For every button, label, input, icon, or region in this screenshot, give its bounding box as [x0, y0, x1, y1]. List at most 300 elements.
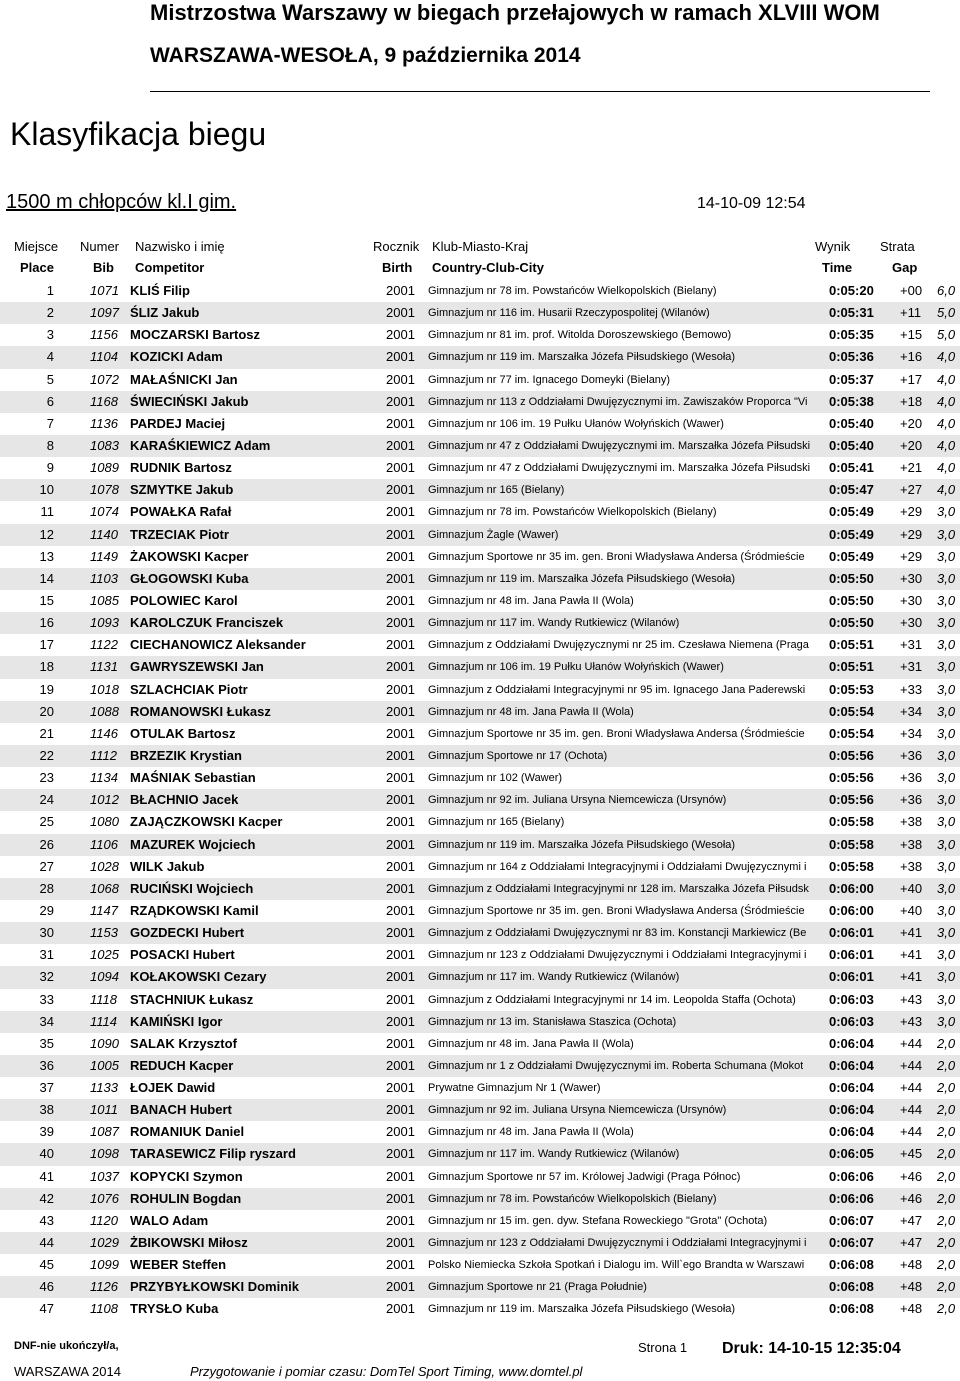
table-row [0, 1077, 960, 1099]
place-cell: 45 [39, 1257, 54, 1273]
table-row [0, 590, 960, 612]
competitor-name: ZAJĄCZKOWSKI Kacper [130, 814, 283, 830]
competitor-name: WALO Adam [130, 1212, 209, 1228]
competitor-name: PRZYBYŁKOWSKI Dominik [130, 1279, 300, 1295]
club-name: Gimnazjum z Oddziałami Integracyjnymi nr 14 im. Leopolda Staffa (Ochota) [428, 993, 796, 1006]
result-time: 0:05:51 [829, 659, 874, 675]
bib-cell: 1149 [90, 548, 118, 564]
points: 3,0 [937, 770, 956, 786]
bib-cell: 1112 [90, 747, 117, 763]
col-club-en: Country-Club-City [432, 260, 544, 275]
table-row [0, 1188, 960, 1210]
club-name: Gimnazjum nr 78 im. Powstańców Wielkopolskich (Bielany) [428, 506, 717, 519]
time-gap: +41 [900, 925, 923, 941]
result-time: 0:05:56 [829, 747, 874, 763]
bib-cell: 1147 [90, 902, 118, 918]
place-cell: 28 [39, 880, 54, 896]
race-name: 1500 m chłopców kl.I gim. [6, 191, 237, 213]
points: 2,0 [937, 1035, 956, 1051]
print-timestamp: Druk: 14-10-15 12:35:04 [722, 1340, 901, 1357]
birth-year: 2001 [386, 437, 415, 453]
result-time: 0:05:51 [829, 637, 874, 653]
table-row [0, 413, 960, 435]
result-time: 0:06:04 [829, 1124, 874, 1140]
points: 4,0 [937, 371, 956, 387]
table-row [0, 723, 960, 745]
bib-cell: 1093 [90, 615, 119, 631]
result-time: 0:05:41 [829, 460, 874, 476]
place-cell: 27 [39, 858, 54, 874]
time-gap: +33 [900, 681, 923, 697]
points: 2,0 [937, 1146, 956, 1162]
result-time: 0:06:01 [829, 947, 874, 963]
club-name: Gimnazjum nr 48 im. Jana Pawła II (Wola) [428, 1126, 634, 1139]
page-title: Klasyfikacja biegu [10, 116, 267, 152]
place-cell: 18 [39, 659, 54, 675]
time-gap: +48 [900, 1257, 923, 1273]
bib-cell: 1088 [90, 703, 119, 719]
result-time: 0:06:07 [829, 1235, 874, 1251]
points: 3,0 [937, 880, 956, 896]
competitor-name: SALAK Krzysztof [130, 1035, 237, 1051]
birth-year: 2001 [386, 814, 415, 830]
result-time: 0:05:40 [829, 415, 874, 431]
points: 3,0 [937, 504, 956, 520]
competitor-name: TARASEWICZ Filip ryszard [130, 1146, 296, 1162]
points: 4,0 [937, 460, 956, 476]
bib-cell: 1106 [90, 836, 118, 852]
table-row [0, 457, 960, 479]
result-time: 0:05:50 [829, 570, 874, 586]
table-row [0, 324, 960, 346]
competitor-name: BRZEZIK Krystian [130, 747, 242, 763]
competitor-name: KAROLCZUK Franciszek [130, 615, 284, 631]
points: 3,0 [937, 925, 956, 941]
table-row [0, 944, 960, 966]
points: 2,0 [937, 1190, 956, 1206]
competitor-name: POSACKI Hubert [130, 947, 235, 963]
birth-year: 2001 [386, 836, 415, 852]
col-time-en: Time [822, 260, 853, 275]
bib-cell: 1094 [90, 969, 119, 985]
time-gap: +48 [900, 1301, 923, 1317]
place-cell: 47 [39, 1301, 54, 1317]
table-row [0, 546, 960, 568]
competitor-name: KLIŚ Filip [130, 283, 190, 298]
time-gap: +36 [900, 747, 923, 763]
table-row [0, 1232, 960, 1254]
table-row [0, 479, 960, 501]
table-row [0, 1033, 960, 1055]
header-divider [150, 91, 930, 92]
time-gap: +47 [900, 1235, 923, 1251]
time-gap: +40 [900, 902, 923, 918]
table-row [0, 568, 960, 590]
competitor-name: MAZUREK Wojciech [130, 836, 256, 852]
competitor-name: RZĄDKOWSKI Kamil [130, 902, 259, 918]
table-row [0, 1121, 960, 1143]
bib-cell: 1068 [90, 880, 119, 896]
time-gap: +30 [900, 615, 923, 631]
col-club-pl: Klub-Miasto-Kraj [432, 239, 529, 254]
birth-year: 2001 [386, 393, 415, 409]
birth-year: 2001 [386, 1057, 415, 1073]
time-gap: +16 [900, 349, 923, 365]
place-cell: 42 [39, 1190, 54, 1206]
place-cell: 3 [46, 327, 54, 343]
table-row [0, 612, 960, 634]
bib-cell: 1089 [90, 460, 119, 476]
time-gap: +36 [900, 770, 923, 786]
table-row [0, 391, 960, 413]
bib-cell: 1103 [90, 570, 118, 586]
table-row [0, 501, 960, 523]
points: 5,0 [937, 327, 956, 343]
birth-year: 2001 [386, 349, 415, 365]
birth-year: 2001 [386, 283, 415, 298]
place-cell: 7 [46, 415, 54, 431]
birth-year: 2001 [386, 1124, 415, 1140]
birth-year: 2001 [386, 880, 415, 896]
birth-year: 2001 [386, 969, 415, 985]
competitor-name: BANACH Hubert [130, 1102, 232, 1118]
place-cell: 37 [39, 1080, 54, 1096]
result-time: 0:05:20 [829, 283, 874, 298]
bib-cell: 1072 [90, 371, 119, 387]
competitor-name: SZLACHCIAK Piotr [130, 681, 248, 697]
club-name: Gimnazjum nr 165 (Bielany) [428, 484, 565, 497]
time-gap: +47 [900, 1212, 923, 1228]
points: 2,0 [937, 1257, 956, 1273]
points: 2,0 [937, 1080, 956, 1096]
result-time: 0:05:54 [829, 725, 874, 741]
birth-year: 2001 [386, 858, 415, 874]
col-place-en: Place [20, 260, 54, 275]
result-time: 0:06:00 [829, 880, 874, 896]
points: 2,0 [937, 1301, 956, 1317]
col-name-pl: Nazwisko i imię [135, 239, 225, 254]
points: 3,0 [937, 703, 956, 719]
bib-cell: 1118 [90, 991, 117, 1007]
bib-cell: 1005 [90, 1057, 119, 1073]
birth-year: 2001 [386, 792, 415, 808]
club-name: Gimnazjum nr 117 im. Wandy Rutkiewicz (Wilanów) [428, 1148, 680, 1161]
table-row [0, 966, 960, 988]
club-name: Gimnazjum nr 106 im. 19 Pułku Ułanów Wołyńskich (Wawer) [428, 417, 724, 430]
birth-year: 2001 [386, 1080, 415, 1096]
event-title: Mistrzostwa Warszawy w biegach przełajowych w ramach XLVIII WOM [150, 0, 880, 25]
time-gap: +44 [900, 1057, 923, 1073]
place-cell: 13 [39, 548, 54, 564]
bib-cell: 1037 [90, 1168, 119, 1184]
col-name-en: Competitor [135, 260, 205, 275]
competitor-name: CIECHANOWICZ Aleksander [130, 637, 306, 653]
bib-cell: 1140 [90, 526, 118, 542]
place-cell: 1 [46, 283, 54, 298]
club-name: Gimnazjum nr 48 im. Jana Pawła II (Wola) [428, 594, 634, 607]
bib-cell: 1076 [90, 1190, 119, 1206]
time-gap: +29 [900, 526, 923, 542]
table-row [0, 1055, 960, 1077]
birth-year: 2001 [386, 925, 415, 941]
competitor-name: KOZICKI Adam [130, 349, 223, 365]
birth-year: 2001 [386, 902, 415, 918]
club-name: Gimnazjum Sportowe nr 21 (Praga Południe) [428, 1281, 647, 1294]
time-gap: +17 [900, 371, 923, 387]
bib-cell: 1108 [90, 1301, 118, 1317]
club-name: Gimnazjum z Oddziałami Integracyjnymi nr 95 im. Ignacego Jana Paderewski [428, 683, 806, 696]
bib-cell: 1074 [90, 504, 119, 520]
bib-cell: 1126 [90, 1279, 118, 1295]
birth-year: 2001 [386, 504, 415, 520]
birth-year: 2001 [386, 482, 415, 498]
club-name: Polsko Niemiecka Szkoła Spotkań i Dialogu im. Will`ego Brandta w Warszawi [428, 1259, 805, 1272]
points: 3,0 [937, 570, 956, 586]
place-cell: 17 [39, 637, 54, 653]
club-name: Prywatne Gimnazjum Nr 1 (Wawer) [428, 1082, 601, 1095]
bib-cell: 1146 [90, 725, 118, 741]
birth-year: 2001 [386, 570, 415, 586]
result-time: 0:05:58 [829, 836, 874, 852]
birth-year: 2001 [386, 1301, 415, 1317]
col-birth-en: Birth [382, 260, 413, 275]
birth-year: 2001 [386, 1013, 415, 1029]
competitor-name: MOCZARSKI Bartosz [130, 327, 261, 343]
competitor-name: PARDEJ Maciej [130, 415, 226, 431]
bib-cell: 1011 [90, 1102, 118, 1118]
competitor-name: RUCIŃSKI Wojciech [130, 880, 254, 896]
points: 3,0 [937, 969, 956, 985]
place-cell: 30 [39, 925, 54, 941]
place-cell: 26 [39, 836, 54, 852]
dnf-note: DNF-nie ukończył/a, [14, 1340, 119, 1352]
birth-year: 2001 [386, 615, 415, 631]
result-time: 0:05:35 [829, 327, 874, 343]
birth-year: 2001 [386, 592, 415, 608]
table-row [0, 878, 960, 900]
birth-year: 2001 [386, 1279, 415, 1295]
club-name: Gimnazjum nr 81 im. prof. Witolda Doroszewskiego (Bemowo) [428, 329, 732, 342]
time-gap: +43 [900, 1013, 923, 1029]
bib-cell: 1120 [90, 1212, 118, 1228]
time-gap: +34 [900, 703, 923, 719]
club-name: Gimnazjum nr 48 im. Jana Pawła II (Wola) [428, 1037, 634, 1050]
bib-cell: 1097 [90, 305, 119, 321]
points: 3,0 [937, 659, 956, 675]
club-name: Gimnazjum Żagle (Wawer) [428, 528, 559, 541]
result-time: 0:06:06 [829, 1168, 874, 1184]
club-name: Gimnazjum Sportowe nr 35 im. gen. Broni Władysława Andersa (Śródmieście [428, 727, 805, 740]
bib-cell: 1028 [90, 858, 119, 874]
bib-cell: 1078 [90, 482, 119, 498]
result-time: 0:05:37 [829, 371, 874, 387]
result-time: 0:05:50 [829, 615, 874, 631]
club-name: Gimnazjum nr 123 z Oddziałami Dwujęzycznymi i Oddziałami Integracyjnymi i [428, 1237, 807, 1250]
place-cell: 31 [39, 947, 54, 963]
club-name: Gimnazjum nr 119 im. Marszałka Józefa Piłsudskiego (Wesoła) [428, 351, 736, 364]
table-row [0, 346, 960, 368]
results-table [0, 280, 960, 1321]
points: 2,0 [937, 1168, 956, 1184]
bib-cell: 1025 [90, 947, 119, 963]
club-name: Gimnazjum nr 1 z Oddziałami Dwujęzycznymi im. Roberta Schumana (Mokot [428, 1059, 804, 1072]
club-name: Gimnazjum nr 123 z Oddziałami Dwujęzycznymi i Oddziałami Integracyjnymi i [428, 949, 807, 962]
points: 3,0 [937, 592, 956, 608]
place-cell: 34 [39, 1013, 54, 1029]
competitor-name: KOPYCKI Szymon [130, 1168, 243, 1184]
time-gap: +20 [900, 415, 923, 431]
bib-cell: 1098 [90, 1146, 119, 1162]
birth-year: 2001 [386, 305, 415, 321]
bib-cell: 1099 [90, 1257, 119, 1273]
club-name: Gimnazjum z Oddziałami Dwujęzycznymi nr 83 im. Konstancji Markiewicz (Be [428, 927, 807, 940]
points: 3,0 [937, 836, 956, 852]
club-name: Gimnazjum nr 117 im. Wandy Rutkiewicz (Wilanów) [428, 617, 680, 630]
club-name: Gimnazjum nr 119 im. Marszałka Józefa Piłsudskiego (Wesoła) [428, 572, 736, 585]
table-row [0, 1166, 960, 1188]
points: 3,0 [937, 747, 956, 763]
time-gap: +15 [900, 327, 923, 343]
place-cell: 8 [46, 437, 54, 453]
table-row [0, 369, 960, 391]
result-time: 0:06:04 [829, 1080, 874, 1096]
place-cell: 44 [39, 1235, 54, 1251]
points: 3,0 [937, 947, 956, 963]
competitor-name: KOŁAKOWSKI Cezary [130, 969, 267, 985]
table-row [0, 435, 960, 457]
result-time: 0:05:54 [829, 703, 874, 719]
table-row [0, 634, 960, 656]
competitor-name: GŁOGOWSKI Kuba [130, 570, 249, 586]
club-name: Gimnazjum nr 13 im. Stanisława Staszica (Ochota) [428, 1015, 677, 1028]
result-time: 0:05:31 [829, 305, 874, 321]
points: 3,0 [937, 725, 956, 741]
result-time: 0:06:04 [829, 1102, 874, 1118]
timing-credit: Przygotowanie i pomiar czasu: DomTel Sport Timing, www.domtel.pl [190, 1364, 583, 1379]
birth-year: 2001 [386, 681, 415, 697]
points: 3,0 [937, 681, 956, 697]
bib-cell: 1133 [90, 1080, 118, 1096]
competitor-name: TRYSŁO Kuba [130, 1301, 219, 1317]
col-bib-en: Bib [93, 260, 114, 275]
bib-cell: 1087 [90, 1124, 119, 1140]
club-name: Gimnazjum nr 119 im. Marszałka Józefa Piłsudskiego (Wesoła) [428, 838, 736, 851]
competitor-name: ROMANIUK Daniel [130, 1124, 245, 1140]
result-time: 0:06:08 [829, 1301, 874, 1317]
event-short: WARSZAWA 2014 [14, 1364, 121, 1379]
birth-year: 2001 [386, 770, 415, 786]
place-cell: 22 [39, 747, 54, 763]
time-gap: +29 [900, 548, 923, 564]
result-time: 0:05:58 [829, 814, 874, 830]
place-cell: 15 [39, 592, 54, 608]
race-datetime: 14-10-09 12:54 [697, 195, 806, 212]
club-name: Gimnazjum nr 48 im. Jana Pawła II (Wola) [428, 705, 634, 718]
time-gap: +48 [900, 1279, 923, 1295]
points: 4,0 [937, 415, 956, 431]
place-cell: 33 [39, 991, 54, 1007]
time-gap: +44 [900, 1124, 923, 1140]
table-row [0, 922, 960, 944]
birth-year: 2001 [386, 747, 415, 763]
bib-cell: 1168 [90, 393, 118, 409]
table-row [0, 302, 960, 324]
points: 3,0 [937, 526, 956, 542]
place-cell: 38 [39, 1102, 54, 1118]
club-name: Gimnazjum z Oddziałami Integracyjnymi nr 128 im. Marszałka Józefa Piłsudsk [428, 882, 809, 895]
points: 3,0 [937, 615, 956, 631]
place-cell: 29 [39, 902, 54, 918]
points: 4,0 [937, 437, 956, 453]
birth-year: 2001 [386, 1235, 415, 1251]
birth-year: 2001 [386, 327, 415, 343]
time-gap: +30 [900, 592, 923, 608]
birth-year: 2001 [386, 659, 415, 675]
time-gap: +41 [900, 947, 923, 963]
time-gap: +40 [900, 880, 923, 896]
table-row [0, 900, 960, 922]
points: 2,0 [937, 1124, 956, 1140]
points: 2,0 [937, 1235, 956, 1251]
points: 4,0 [937, 349, 956, 365]
birth-year: 2001 [386, 1168, 415, 1184]
table-row [0, 1099, 960, 1121]
col-place-pl: Miejsce [14, 239, 59, 254]
place-cell: 43 [39, 1212, 54, 1228]
time-gap: +30 [900, 570, 923, 586]
time-gap: +38 [900, 836, 923, 852]
time-gap: +41 [900, 969, 923, 985]
birth-year: 2001 [386, 526, 415, 542]
result-time: 0:05:56 [829, 792, 874, 808]
time-gap: +34 [900, 725, 923, 741]
table-row [0, 280, 960, 302]
bib-cell: 1104 [90, 349, 118, 365]
result-time: 0:05:58 [829, 858, 874, 874]
competitor-name: ROMANOWSKI Łukasz [130, 703, 271, 719]
points: 3,0 [937, 991, 956, 1007]
competitor-name: TRZECIAK Piotr [130, 526, 229, 542]
result-time: 0:06:01 [829, 925, 874, 941]
place-cell: 5 [46, 371, 54, 387]
result-time: 0:06:03 [829, 1013, 874, 1029]
bib-cell: 1156 [90, 327, 118, 343]
points: 6,0 [937, 283, 956, 298]
table-row [0, 856, 960, 878]
points: 2,0 [937, 1102, 956, 1118]
competitor-name: ŻAKOWSKI Kacper [130, 548, 249, 564]
bib-cell: 1131 [90, 659, 118, 675]
result-time: 0:05:53 [829, 681, 874, 697]
place-cell: 32 [39, 969, 54, 985]
table-row [0, 989, 960, 1011]
place-cell: 10 [39, 482, 54, 498]
place-cell: 19 [39, 681, 54, 697]
birth-year: 2001 [386, 637, 415, 653]
birth-year: 2001 [386, 460, 415, 476]
table-row [0, 1254, 960, 1276]
club-name: Gimnazjum Sportowe nr 35 im. gen. Broni Władysława Andersa (Śródmieście [428, 550, 805, 563]
time-gap: +36 [900, 792, 923, 808]
competitor-name: KAMIŃSKI Igor [130, 1013, 223, 1029]
time-gap: +20 [900, 437, 923, 453]
bib-cell: 1090 [90, 1035, 119, 1051]
club-name: Gimnazjum nr 77 im. Ignacego Domeyki (Bielany) [428, 373, 671, 386]
col-gap-pl: Strata [880, 239, 915, 254]
birth-year: 2001 [386, 371, 415, 387]
place-cell: 25 [39, 814, 54, 830]
time-gap: +21 [900, 460, 923, 476]
